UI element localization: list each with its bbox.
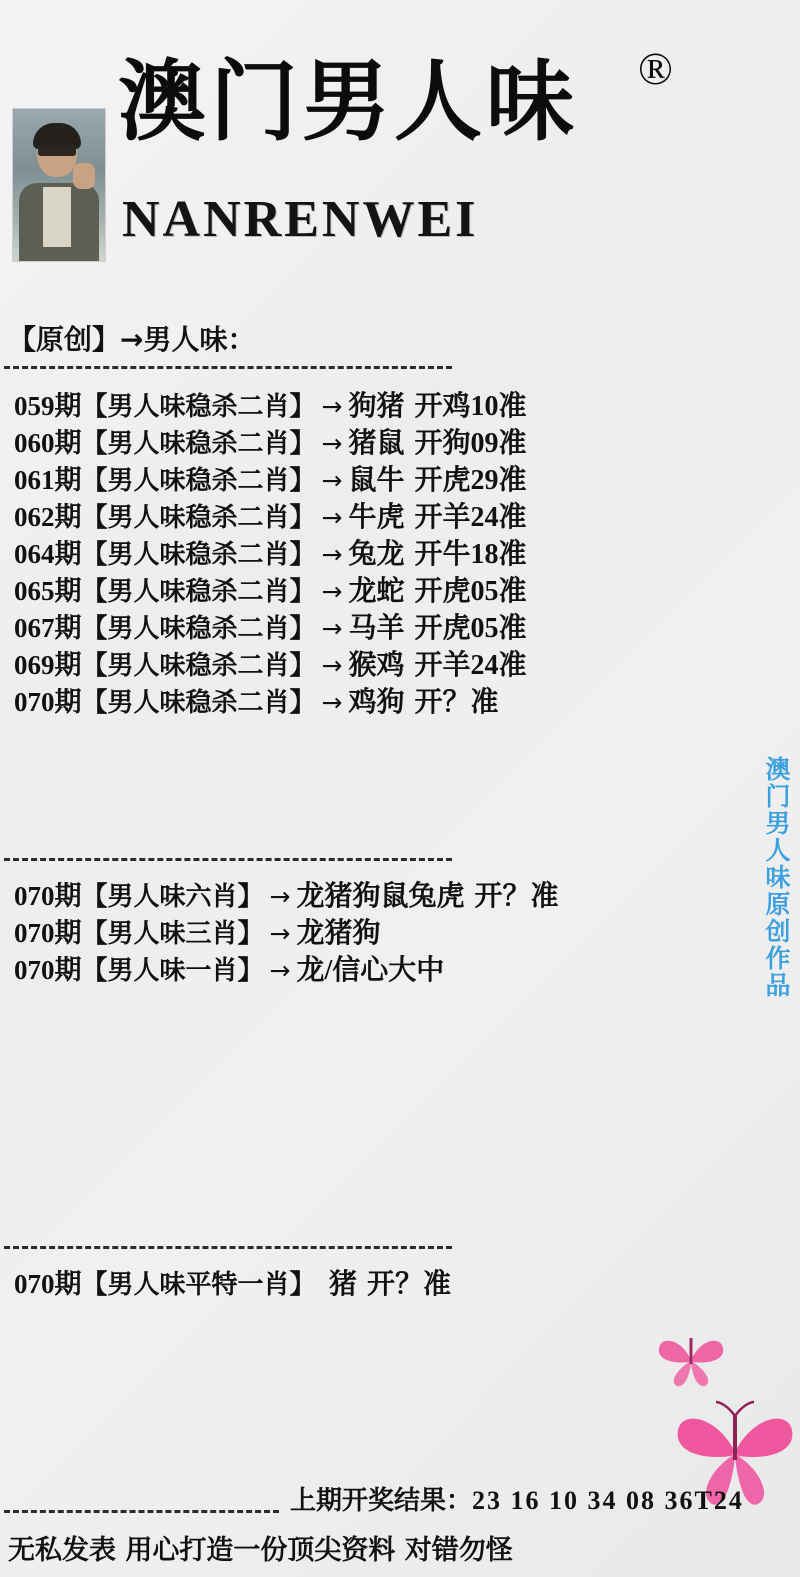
record-title: 【男人味稳杀二肖】 xyxy=(81,466,316,496)
record-pick: 鼠牛 xyxy=(348,465,405,496)
record-result: 开羊24准 xyxy=(414,650,527,681)
record-pick: 牛虎 xyxy=(348,502,405,533)
record-title: 【男人味三肖】 xyxy=(81,919,264,949)
divider-2 xyxy=(4,858,452,861)
record-issue: 065期 xyxy=(14,576,82,606)
divider-3 xyxy=(4,1246,452,1249)
record-result: 开虎05准 xyxy=(414,613,527,644)
record-list-main xyxy=(0,388,800,721)
arrow-icon: → xyxy=(269,882,291,911)
record-issue: 060期 xyxy=(14,428,82,458)
record-title: 【男人味六肖】 xyxy=(81,882,264,912)
registered-trademark-icon: ® xyxy=(638,43,673,94)
table-row xyxy=(0,536,800,573)
record-issue: 070期 xyxy=(14,881,82,911)
record-result: 开羊24准 xyxy=(414,502,527,533)
avatar-shirt xyxy=(43,187,71,247)
record-issue: 061期 xyxy=(14,465,82,495)
avatar xyxy=(12,108,106,262)
record-result: 开？准 xyxy=(367,1269,452,1300)
table-row xyxy=(0,647,800,684)
last-draw-result xyxy=(290,1480,744,1517)
record-pick: 猴鸡 xyxy=(348,650,405,681)
record-result: 开鸡10准 xyxy=(414,391,527,422)
record-issue: 070期 xyxy=(14,687,82,717)
arrow-icon: → xyxy=(321,540,343,569)
last-draw-label: 上期开奖结果： xyxy=(290,1486,473,1516)
arrow-icon: → xyxy=(269,956,291,985)
record-pick: 鸡狗 xyxy=(348,687,405,718)
arrow-icon: → xyxy=(321,614,343,643)
table-row xyxy=(0,1266,800,1303)
watermark-text: 澳门男人味原创作品 xyxy=(762,756,791,999)
table-row xyxy=(0,425,800,462)
divider-4 xyxy=(4,1510,279,1513)
arrow-icon: → xyxy=(321,466,343,495)
brand-title-cn: 澳门男人味 xyxy=(118,50,579,153)
arrow-icon: → xyxy=(321,651,343,680)
record-title: 【男人味稳杀二肖】 xyxy=(81,651,316,681)
record-issue: 070期 xyxy=(14,955,82,985)
record-result: 开？准 xyxy=(414,687,499,718)
arrow-icon: → xyxy=(321,503,343,532)
record-pick: 狗猪 xyxy=(348,391,405,422)
butterfly-small-icon xyxy=(655,1330,727,1393)
arrow-icon: → xyxy=(321,577,343,606)
record-pick: 龙猪狗 xyxy=(296,918,381,949)
divider-1 xyxy=(4,366,452,369)
last-draw-numbers: 23 16 10 34 08 36T24 xyxy=(472,1486,744,1515)
record-pick: 龙猪狗鼠兔虎 xyxy=(296,881,465,912)
arrow-icon: → xyxy=(321,688,343,717)
record-pick: 猪 xyxy=(329,1269,358,1300)
header xyxy=(0,0,800,285)
arrow-icon: → xyxy=(269,919,291,948)
record-result: 开虎05准 xyxy=(414,576,527,607)
record-title: 【男人味稳杀二肖】 xyxy=(81,392,316,422)
footer-slogan: 无私发表 用心打造一份顶尖资料 对错勿怪 xyxy=(8,1535,513,1566)
record-title: 【男人味稳杀二肖】 xyxy=(81,503,316,533)
record-issue: 070期 xyxy=(14,918,82,948)
arrow-icon: → xyxy=(321,392,343,421)
record-pick: 马羊 xyxy=(348,613,405,644)
record-title: 【男人味稳杀二肖】 xyxy=(81,540,316,570)
table-row xyxy=(0,462,800,499)
brand-title-en: NANRENWEI xyxy=(122,191,479,248)
table-row xyxy=(0,684,800,721)
table-row xyxy=(0,952,800,989)
sunglasses-icon xyxy=(38,145,76,156)
record-result: 开虎29准 xyxy=(414,465,527,496)
table-row xyxy=(0,388,800,425)
record-title: 【男人味稳杀二肖】 xyxy=(81,614,316,644)
record-issue: 070期 xyxy=(14,1269,82,1299)
record-issue: 062期 xyxy=(14,502,82,532)
record-result: 开牛18准 xyxy=(414,539,527,570)
table-row xyxy=(0,878,800,915)
table-row xyxy=(0,610,800,647)
table-row xyxy=(0,573,800,610)
record-issue: 067期 xyxy=(14,613,82,643)
record-issue: 059期 xyxy=(14,391,82,421)
arrow-icon: → xyxy=(321,429,343,458)
record-pick: 猪鼠 xyxy=(348,428,405,459)
record-pick: 龙/信心大中 xyxy=(296,955,445,986)
record-list-tertiary xyxy=(0,1266,800,1303)
record-title: 【男人味稳杀二肖】 xyxy=(81,688,316,718)
record-issue: 064期 xyxy=(14,539,82,569)
avatar-hand xyxy=(73,163,95,189)
record-title: 【男人味一肖】 xyxy=(81,956,264,986)
record-result: 开狗09准 xyxy=(414,428,527,459)
record-title: 【男人味稳杀二肖】 xyxy=(81,429,316,459)
record-result: 开？准 xyxy=(474,881,559,912)
table-row xyxy=(0,915,800,952)
table-row xyxy=(0,499,800,536)
record-title: 【男人味稳杀二肖】 xyxy=(81,577,316,607)
record-pick: 龙蛇 xyxy=(348,576,405,607)
record-issue: 069期 xyxy=(14,650,82,680)
record-list-secondary xyxy=(0,878,800,989)
section-label-original: 【原创】→男人味： xyxy=(8,323,256,356)
record-pick: 兔龙 xyxy=(348,539,405,570)
record-title: 【男人味平特一肖】 xyxy=(81,1270,316,1300)
